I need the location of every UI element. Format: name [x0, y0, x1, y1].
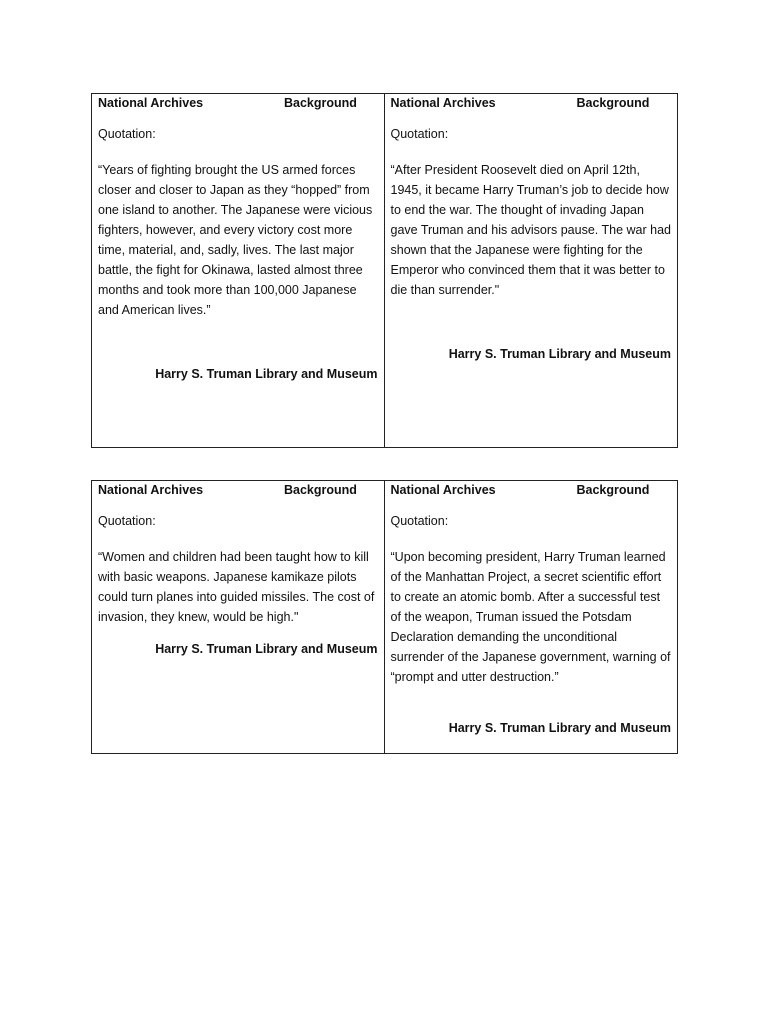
quotation-label: Quotation: [98, 514, 156, 528]
quote-text: “Upon becoming president, Harry Truman learned of the Manhattan Project, a secret scientific effort to create an atomic bomb. After a successful test of the weapon, Truman issued the Potsdam Declaration demanding the unconditional surrender of the Japanese government, warning of “prompt and utter destruction.” [390, 550, 671, 684]
quote-text: “Years of fighting brought the US armed forces closer and closer to Japan as they “hopped” from one island to another. The Japanese were vicious fighters, however, and every victory cost more time, material, and, sadly, lives. The last major battle, the fight for Okinawa, lasted almost three months and took more than 100,000 Japanese and American lives.” [98, 163, 373, 317]
quotation-label: Quotation: [98, 127, 156, 141]
attribution: Harry S. Truman Library and Museum [448, 347, 671, 361]
quote-text: “After President Roosevelt died on April 12th, 1945, it became Harry Truman’s job to decide how to end the war. The thought of invading Japan gave Truman and his advisors pause. The war had shown that the Japanese were fighting for the Emperor who convinced them that it was better to die than surrender." [390, 163, 671, 297]
quotation-card [92, 94, 385, 447]
source-label: National Archives [98, 96, 204, 110]
card-header [98, 96, 378, 112]
attribution: Harry S. Truman Library and Museum [448, 721, 671, 735]
quotation-card [92, 481, 385, 753]
attribution: Harry S. Truman Library and Museum [155, 642, 378, 656]
quotation-table-top [91, 93, 678, 448]
quotation-label: Quotation: [390, 127, 449, 141]
quote-text: “Women and children had been taught how to kill with basic weapons. Japanese kamikaze pilots could turn planes into guided missiles. The cost of invasion, they knew, would be high." [98, 550, 375, 624]
category-label: Background [576, 96, 650, 110]
quotation-card [385, 481, 678, 753]
quotation-card [385, 94, 678, 447]
source-label: National Archives [98, 483, 204, 497]
card-header [98, 483, 378, 499]
card-header [391, 483, 672, 499]
source-label: National Archives [390, 96, 496, 110]
quotation-table-bottom [91, 480, 678, 754]
quotation-label: Quotation: [390, 514, 449, 528]
category-label: Background [284, 96, 357, 110]
attribution: Harry S. Truman Library and Museum [155, 367, 378, 381]
category-label: Background [576, 483, 650, 497]
card-header [391, 96, 672, 112]
category-label: Background [284, 483, 357, 497]
source-label: National Archives [390, 483, 496, 497]
